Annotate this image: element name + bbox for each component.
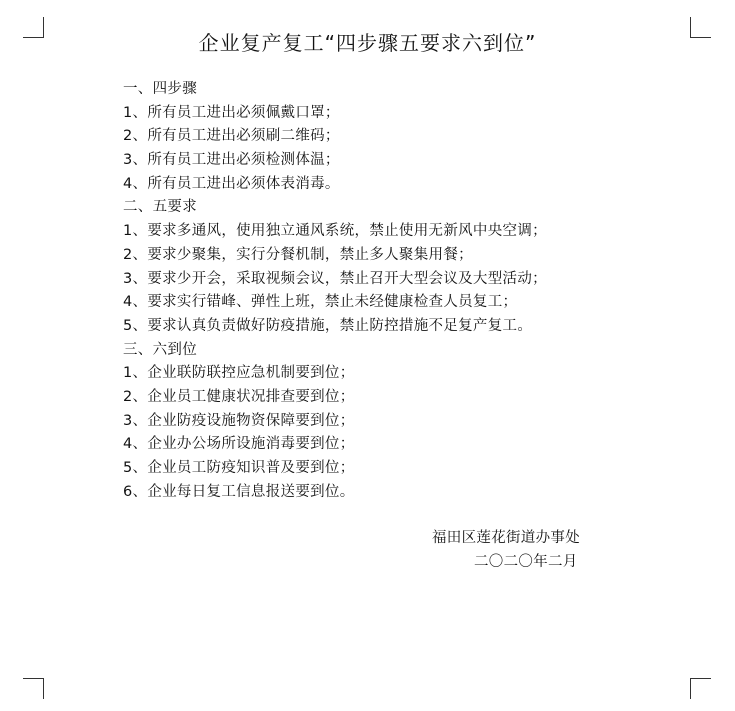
list-item: 4、要求实行错峰、弹性上班，禁止未经健康检查人员复工； [123, 294, 518, 311]
list-item: 2、所有员工进出必须刷二维码； [123, 128, 340, 145]
list-item: 3、企业防疫设施物资保障要到位； [123, 412, 355, 429]
list-item: 2、要求少聚集，实行分餐机制，禁止多人聚集用餐； [123, 246, 473, 263]
page-corner-mark-bottom-left [23, 678, 44, 699]
page-corner-mark-bottom-right [690, 678, 711, 699]
section-heading-five-requirements: 二、五要求 [123, 199, 197, 216]
document-body [123, 78, 703, 504]
signature-block [432, 526, 632, 574]
list-item: 4、所有员工进出必须体表消毒。 [123, 175, 340, 192]
list-item: 6、企业每日复工信息报送要到位。 [123, 483, 355, 500]
issue-date: 二〇二〇年二月 [474, 554, 578, 570]
list-item: 3、所有员工进出必须检测体温； [123, 152, 340, 169]
list-item: 5、企业员工防疫知识普及要到位； [123, 460, 355, 476]
list-item: 1、企业联防联控应急机制要到位； [123, 365, 355, 382]
issuer-name: 福田区莲花街道办事处 [432, 530, 580, 546]
list-item: 2、企业员工健康状况排查要到位； [123, 388, 355, 405]
list-item: 1、要求多通风，使用独立通风系统，禁止使用无新风中央空调； [123, 223, 547, 240]
list-item: 5、要求认真负责做好防疫措施，禁止防控措施不足复产复工。 [123, 317, 533, 334]
section-heading-six-in-place: 三、六到位 [123, 341, 197, 358]
list-item: 1、所有员工进出必须佩戴口罩； [123, 104, 340, 121]
list-item: 4、企业办公场所设施消毒要到位； [123, 436, 355, 453]
section-heading-four-steps: 一、四步骤 [123, 81, 197, 97]
list-item: 3、要求少开会，采取视频会议，禁止召开大型会议及大型活动； [123, 270, 547, 287]
document-title: 企业复产复工“四步骤五要求六到位” [198, 31, 537, 55]
